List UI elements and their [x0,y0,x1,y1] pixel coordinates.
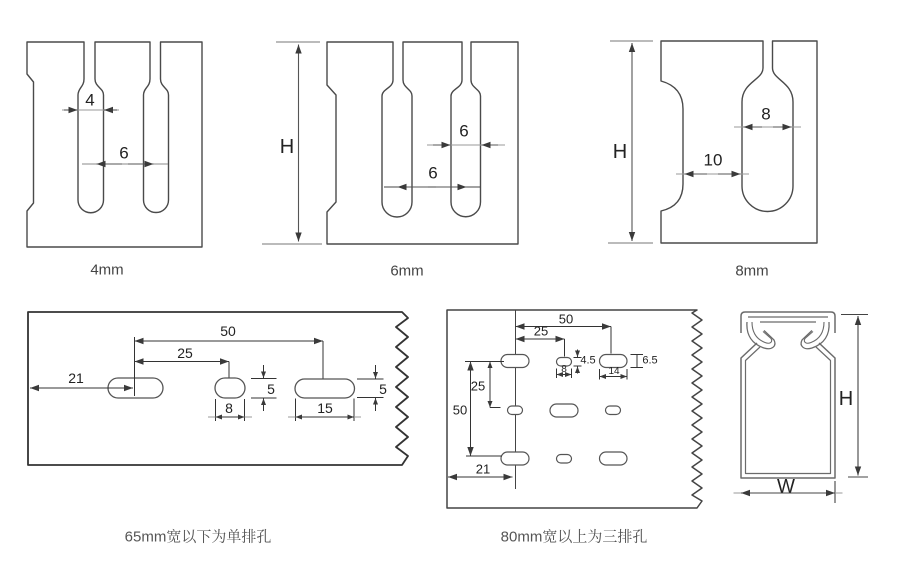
dim-label-triple-col-pitch-50: 50 [558,311,574,327]
dim-label-triple-row-pitch-25: 25 [470,378,486,394]
profile-4mm-caption: 4mm [90,261,124,279]
dim-label-single-edge-21: 21 [68,370,84,386]
triple-row-panel-holes [501,355,627,466]
dim-label-single-hole-height-5a: 5 [267,381,275,397]
dim-label-single-pitch-50: 50 [220,323,236,339]
dim-label-slot-width-4: 4 [85,90,95,110]
single-row-panel-caption: 65mm宽以下为单排孔 [124,528,272,546]
profile-6mm-caption: 6mm [390,262,424,280]
dim-label-slot-gap-10: 10 [703,150,723,170]
dim-label-triple-hole-width-14: 14 [608,366,620,377]
dim-label-triple-edge-21: 21 [475,461,491,477]
cross-section-drawing [741,312,835,478]
dim-label-slot-pitch-6: 6 [119,143,129,163]
dim-label-height-h-8mm: H [612,141,628,163]
profile-8mm-dimensions [608,41,801,243]
profile-6mm-dimensions [262,42,505,244]
dim-label-slot-width-8: 8 [761,104,771,124]
dim-label-slot-gap-6: 6 [428,163,438,183]
dim-label-section-width-w: W [777,476,795,498]
dim-label-triple-row-pitch-50: 50 [452,402,468,418]
dim-label-single-hole-height-5b: 5 [379,381,387,397]
dim-label-triple-col-pitch-25: 25 [533,323,549,339]
dim-label-section-height-h: H [838,388,854,410]
dim-label-triple-hole-width-8: 8 [561,364,567,375]
profile-6mm-outline [327,42,518,244]
profile-4mm-outline [27,42,202,247]
dim-label-single-hole-width-15: 15 [317,400,333,416]
single-row-panel-holes [108,378,355,398]
triple-row-panel-caption: 80mm宽以上为三排孔 [500,528,648,546]
dim-label-triple-hole-height-6-5: 6.5 [642,354,658,367]
dim-label-single-pitch-25: 25 [177,345,193,361]
dim-label-single-hole-width-8: 8 [225,400,233,416]
profile-8mm-outline [661,41,817,243]
dim-label-height-h-6mm: H [279,136,295,158]
profile-8mm-caption: 8mm [735,262,769,280]
dim-label-slot-width-6: 6 [459,121,469,141]
dim-label-triple-hole-height-4-5: 4.5 [580,354,596,367]
